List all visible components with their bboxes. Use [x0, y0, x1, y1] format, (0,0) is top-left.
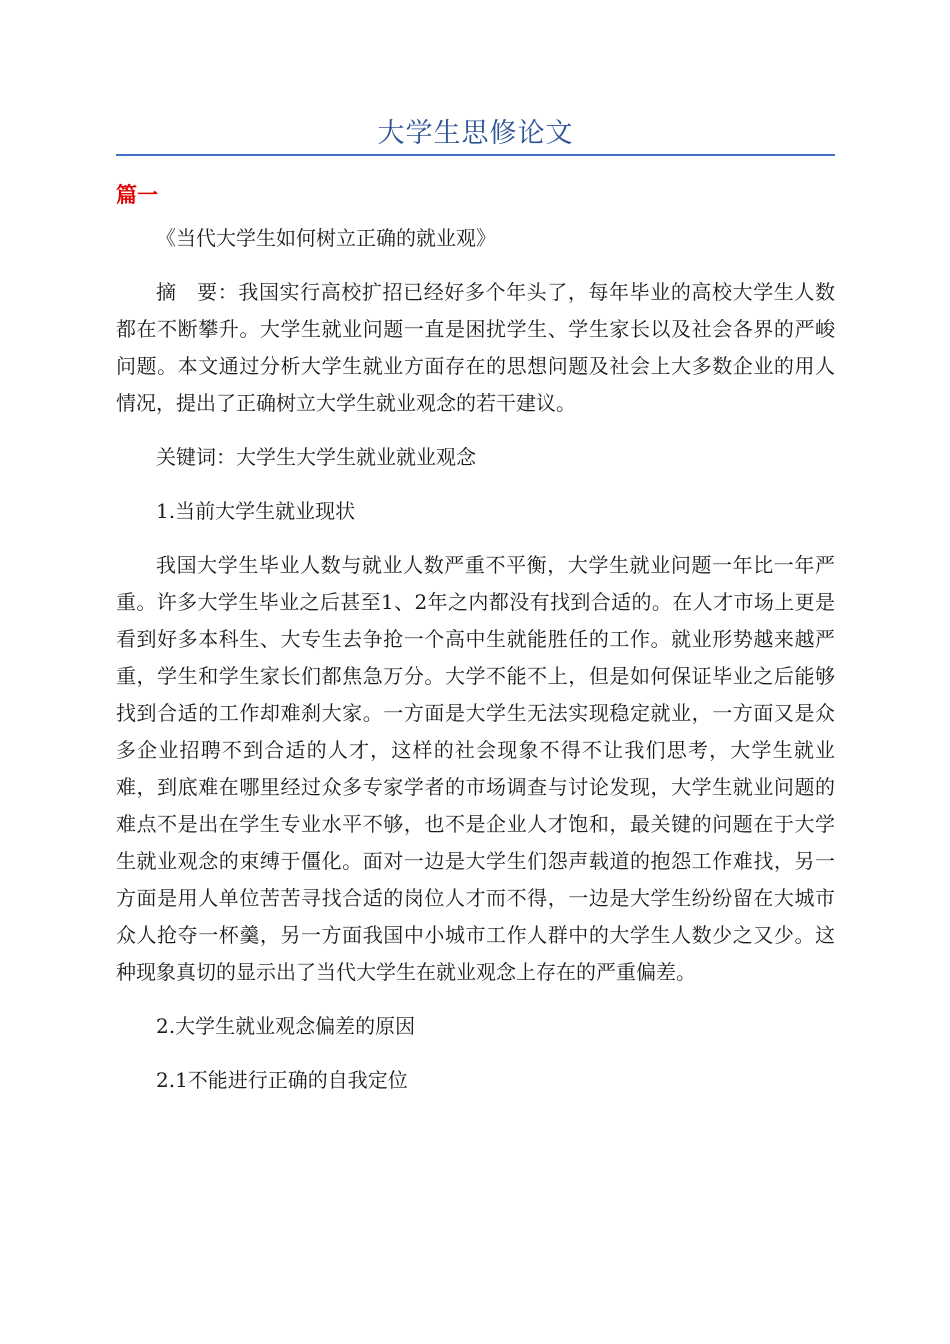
section-heading: 篇一 [116, 183, 158, 207]
title-divider [116, 154, 835, 156]
body-paragraph: 我国大学生毕业人数与就业人数严重不平衡，大学生就业问题一年比一年严重。许多大学生毕业之后甚至1、2年之内都没有找到合适的。在人才市场上更是看到好多本科生、大专生去争抢一个高中生就能胜任的工作。就业形势越来越严重，学生和学生家长们都焦急万分。大学不能不上，但是如何保证毕业之后能够找到合适的工作却难刹大家。一方面是大学生无法实现稳定就业，一方面又是众多企业招聘不到合适的人才，这样的社会现象不得不让我们思考，大学生就业难，到底难在哪里经过众多专家学者的市场调查与讨论发现，大学生就业问题的难点不是出在学生专业水平不够，也不是企业人才饱和，最关键的问题在于大学生就业观念的束缚于僵化。面对一边是大学生们怨声载道的抱怨工作难找，另一方面是用人单位苦苦寻找合适的岗位人才而不得，一边是大学生纷纷留在大城市众人抢夺一杯羹，另一方面我国中小城市工作人群中的大学生人数少之又少。这种现象真切的显示出了当代大学生在就业观念上存在的严重偏差。 [116, 553, 835, 984]
keywords-paragraph: 关键词：大学生大学生就业就业观念 [156, 445, 476, 469]
essay-title: 《当代大学生如何树立正确的就业观》 [156, 226, 496, 250]
document-body [116, 220, 835, 1116]
subheading-self-positioning: 2.1不能进行正确的自我定位 [156, 1068, 408, 1092]
document-title: 大学生思修论文 [377, 118, 574, 149]
subheading-current-status: 1.当前大学生就业现状 [156, 499, 356, 523]
subheading-causes: 2.大学生就业观念偏差的原因 [156, 1014, 416, 1038]
abstract-paragraph: 摘 要：我国实行高校扩招已经好多个年头了，每年毕业的高校大学生人数都在不断攀升。大学生就业问题一直是困扰学生、学生家长以及社会各界的严峻问题。本文通过分析大学生就业方面存在的思想问题及社会上大多数企业的用人情况，提出了正确树立大学生就业观念的若干建议。 [116, 280, 835, 415]
